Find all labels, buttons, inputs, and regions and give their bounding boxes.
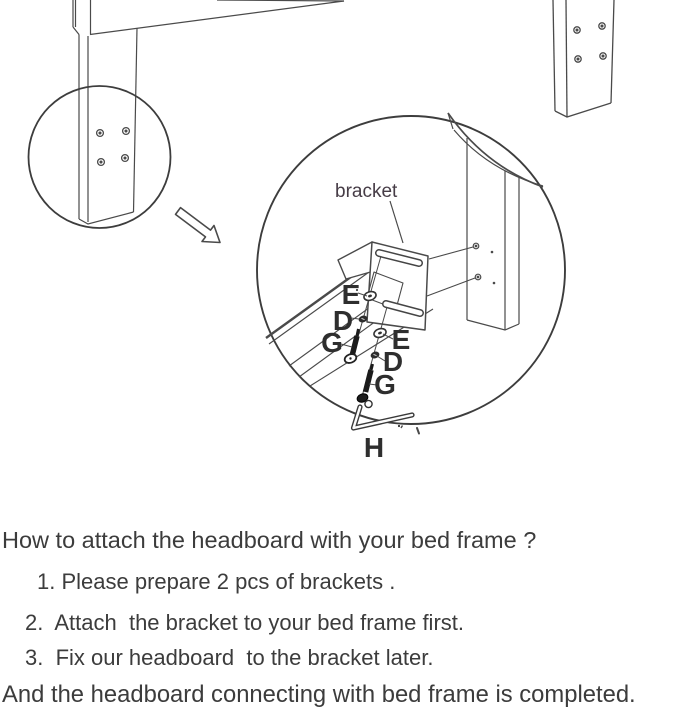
leg-holes (97, 128, 130, 166)
speck (401, 426, 403, 429)
spring-washer-label-d2: D (382, 346, 404, 377)
bolt-label-g1: G (321, 327, 343, 358)
instruction-step-3: 3. Fix our headboard to the bracket later. (25, 645, 434, 670)
washer-e2 (373, 327, 387, 339)
instruction-step-2: 2. Attach the bracket to your bed frame first. (25, 610, 464, 635)
leg-holes-magnified (473, 243, 495, 284)
bolt-label-g2: G (374, 369, 396, 400)
spring-washer-d2 (370, 351, 379, 359)
washer-label-e1: E (341, 279, 361, 310)
headboard-leg-magnified (448, 113, 543, 330)
instructions-conclusion: And the headboard connecting with bed frame is completed. (2, 681, 636, 708)
washer-label-e2: E (391, 324, 411, 355)
headboard-leg (29, 0, 345, 228)
instructions-block (0, 527, 679, 708)
zoom-arrow-icon (176, 208, 221, 243)
headboard-panel-edge-far (217, 0, 344, 1)
bed-frame-post (553, 0, 614, 117)
bolt-path-lines (427, 247, 475, 296)
bolt-g2 (356, 364, 373, 408)
speck (398, 425, 400, 427)
post-holes (574, 23, 606, 62)
instructions-heading: How to attach the headboard with your bed frame ? (2, 527, 537, 553)
allen-key (354, 407, 420, 434)
instruction-step-1: 1. Please prepare 2 pcs of brackets . (37, 569, 396, 594)
detail-callout-circle-small (29, 86, 171, 228)
speck (417, 428, 419, 434)
bracket-label: bracket (335, 181, 398, 202)
spring-washer-label-d1: D (332, 305, 354, 336)
bracket-flange (338, 242, 374, 279)
allen-key-label-h: H (363, 432, 385, 463)
headboard-panel-edge (90, 1, 344, 35)
bracket-leader (390, 201, 403, 243)
